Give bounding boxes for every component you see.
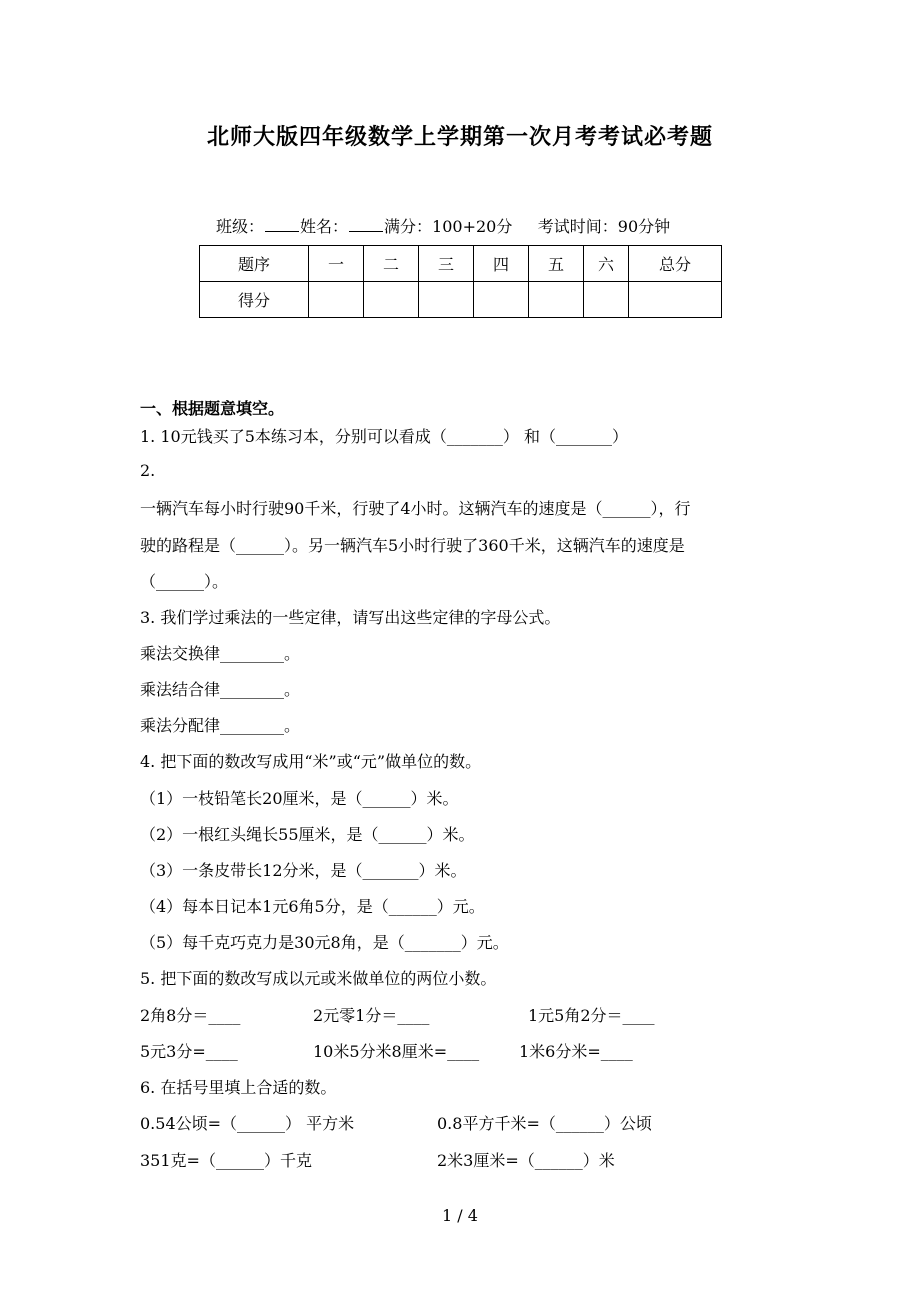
q5-item: 1元5角2分＝____ — [528, 1006, 655, 1025]
question-line: （3）一条皮带长12分米，是（_______）米。 — [140, 861, 467, 880]
question-line: （______）。 — [140, 572, 229, 591]
question-line: 1. 10元钱买了5本练习本，分别可以看成（_______） 和（_______） — [140, 427, 628, 446]
question-line: （2）一根红头绳长55厘米，是（______）米。 — [140, 825, 475, 844]
score-cell[interactable] — [309, 282, 364, 318]
q5-item: 5元3分=____ — [140, 1042, 238, 1061]
table-cell: 总分 — [629, 246, 722, 282]
question-line: 3. 我们学过乘法的一些定律，请写出这些定律的字母公式。 — [140, 608, 561, 627]
table-cell: 三 — [419, 246, 474, 282]
table-cell: 二 — [364, 246, 419, 282]
full-marks: 满分：100+20分 — [384, 217, 513, 236]
score-table — [199, 245, 722, 318]
q6-item: 0.8平方千米=（______）公顷 — [437, 1114, 652, 1133]
q5-item: 10米5分米8厘米=____ — [313, 1042, 480, 1061]
question-line: （1）一枝铅笔长20厘米，是（______）米。 — [140, 789, 459, 808]
table-cell: 五 — [529, 246, 584, 282]
question-line: 乘法分配律________。 — [140, 716, 301, 735]
q5-item: 2角8分＝____ — [140, 1006, 241, 1025]
name-label: 姓名： — [300, 217, 349, 236]
score-table-score-row — [200, 282, 722, 318]
student-info-line — [216, 214, 670, 237]
question-line: 4. 把下面的数改写成用“米”或“元”做单位的数。 — [140, 752, 482, 771]
table-cell: 四 — [474, 246, 529, 282]
score-cell[interactable] — [629, 282, 722, 318]
score-cell[interactable] — [529, 282, 584, 318]
score-table-header-row — [200, 246, 722, 282]
page-title: 北师大版四年级数学上学期第一次月考考试必考题 — [206, 124, 713, 150]
question-line: 一辆汽车每小时行驶90千米，行驶了4小时。这辆汽车的速度是（______），行 — [140, 499, 691, 518]
question-line: （5）每千克巧克力是30元8角，是（_______）元。 — [140, 933, 509, 952]
section-heading: 一、根据题意填空。 — [140, 399, 285, 418]
score-cell[interactable] — [364, 282, 419, 318]
table-cell: 得分 — [200, 282, 309, 318]
q6-item: 2米3厘米=（______）米 — [437, 1151, 615, 1170]
question-line: 5. 把下面的数改写成以元或米做单位的两位小数。 — [140, 969, 497, 988]
table-cell: 一 — [309, 246, 364, 282]
exam-time: 考试时间：90分钟 — [537, 217, 671, 236]
class-blank — [265, 217, 299, 232]
score-cell[interactable] — [419, 282, 474, 318]
score-cell[interactable] — [584, 282, 629, 318]
table-cell: 六 — [584, 246, 629, 282]
class-label: 班级： — [216, 217, 265, 236]
question-line: 驶的路程是（______）。另一辆汽车5小时行驶了360千米，这辆汽车的速度是 — [140, 536, 685, 555]
table-cell: 题序 — [200, 246, 309, 282]
q5-item: 2元零1分＝____ — [313, 1006, 430, 1025]
question-line: 2. — [140, 461, 156, 480]
score-cell[interactable] — [474, 282, 529, 318]
q6-item: 0.54公顷=（______） 平方米 — [140, 1114, 355, 1133]
question-line: 乘法交换律________。 — [140, 644, 301, 663]
name-blank — [349, 217, 383, 232]
question-line: 乘法结合律________。 — [140, 680, 301, 699]
page-number: 1 / 4 — [442, 1206, 478, 1225]
question-line: （4）每本日记本1元6角5分，是（______）元。 — [140, 897, 485, 916]
q5-item: 1米6分米=____ — [519, 1042, 633, 1061]
question-line: 6. 在括号里填上合适的数。 — [140, 1078, 337, 1097]
q6-item: 351克=（______）千克 — [140, 1151, 312, 1170]
